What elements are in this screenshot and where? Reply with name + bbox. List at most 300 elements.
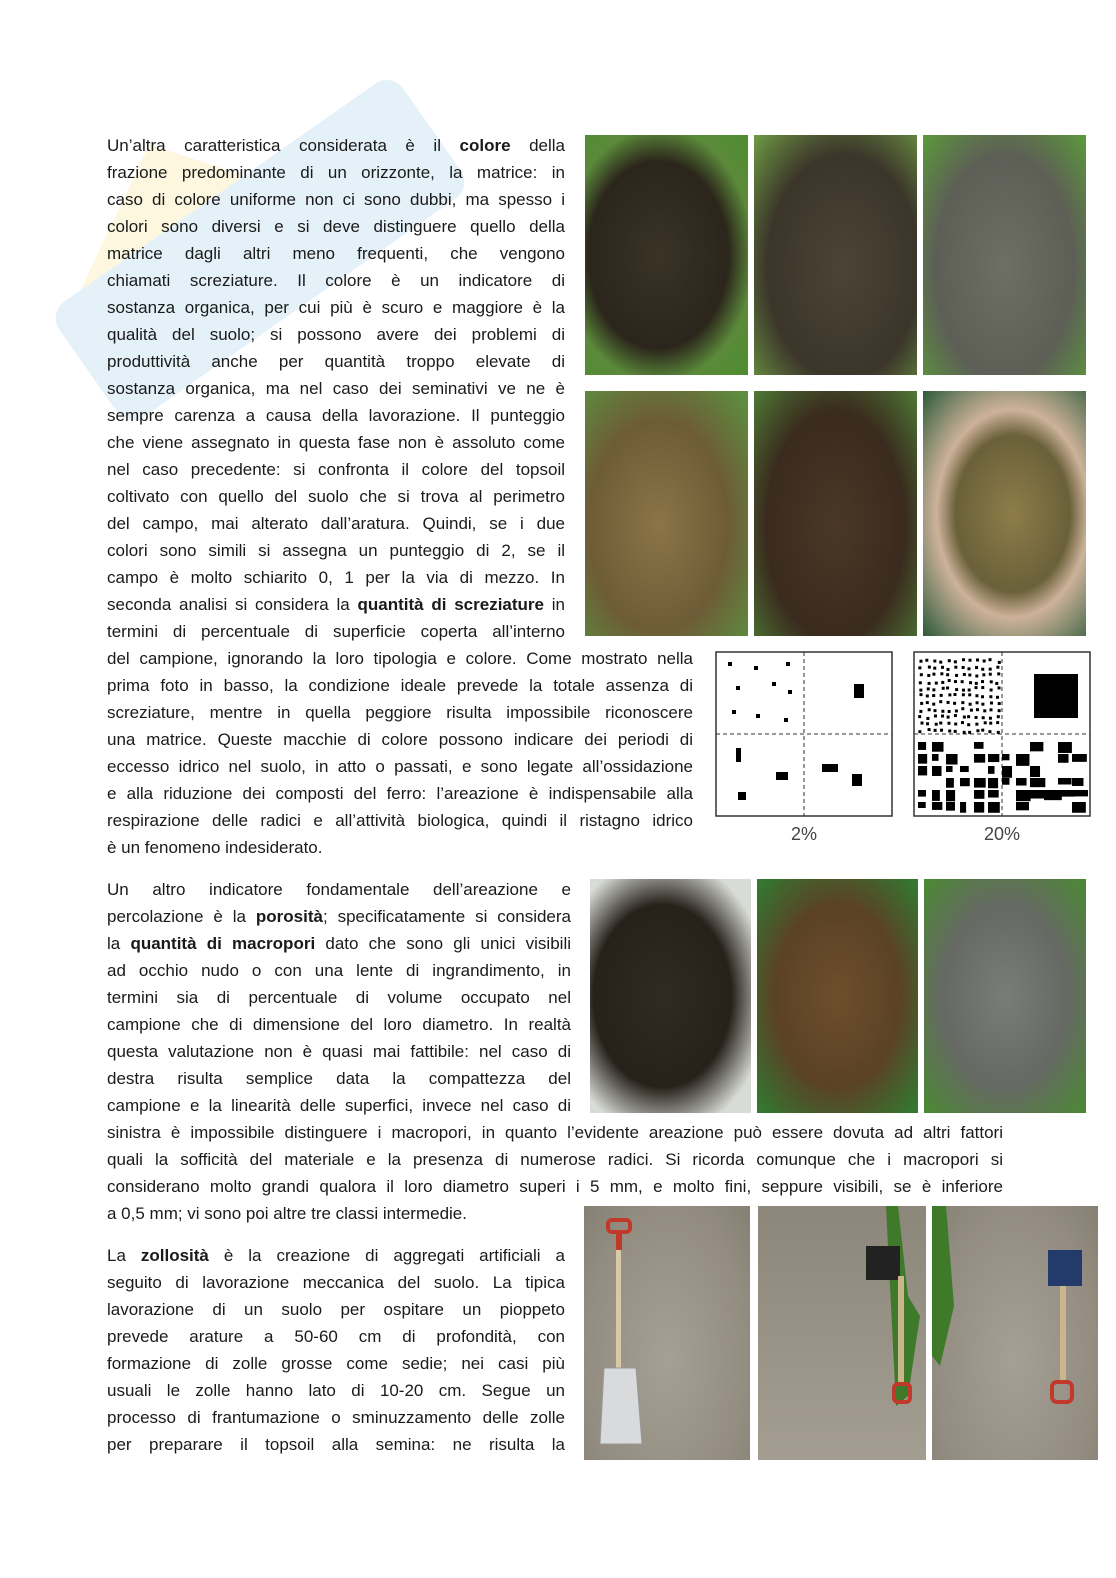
text-run: prevede arature a 50-60 cm di profondità, con: [107, 1327, 565, 1346]
mottle-dot: [982, 716, 985, 719]
text-line: [107, 1092, 571, 1119]
mottle-block: [1030, 778, 1045, 787]
mottle-dot: [981, 686, 984, 689]
mottle-dot: [975, 694, 978, 697]
text-run: della: [510, 136, 565, 155]
soil-photo-grey: [923, 135, 1086, 375]
mottle-block: [932, 742, 944, 752]
text-run: ; specificatamente si considera: [322, 907, 571, 926]
text-run: è un fenomeno indesiderato.: [107, 838, 323, 857]
text-run: processo di frantumazione o sminuzzamento delle zolle: [107, 1408, 565, 1427]
mottle-dot: [984, 721, 987, 724]
mottle-block: [1002, 766, 1012, 778]
text-line: [107, 213, 565, 240]
mottle-dot: [968, 659, 971, 662]
mottle-dot: [953, 702, 956, 705]
text-line: [107, 726, 693, 753]
mottle-dot: [990, 708, 993, 711]
text-run: campione che di dimensione del loro diametro. In realtà: [107, 1015, 571, 1034]
mottle-block: [946, 754, 958, 765]
mottle-dot: [981, 680, 984, 683]
mottle-dot: [926, 722, 929, 725]
mottle-dot: [935, 723, 938, 726]
text-run: per preparare il topsoil alla semina: ne risulta la: [107, 1435, 565, 1454]
text-line: [107, 1065, 571, 1092]
mottle-dot: [947, 722, 950, 725]
mottle-dot: [920, 702, 923, 705]
mottle-dot: [947, 701, 950, 704]
mottle-dot: [982, 673, 985, 676]
mottle-dot: [941, 715, 944, 718]
mottle-block: [1002, 754, 1009, 760]
text-run: usuali le zolle hanno lato di 10-20 cm. Segue un: [107, 1381, 565, 1400]
mottle-dot: [976, 658, 979, 661]
text-run: percolazione è la: [107, 907, 256, 926]
text-run: chiamati screziature. Il colore è un indicatore di: [107, 271, 565, 290]
mottle-block: [932, 790, 940, 801]
text-run: lavorazione di un suolo per ospitare un pioppeto: [107, 1300, 565, 1319]
mottle-dot: [955, 674, 958, 677]
text-line: [107, 957, 571, 984]
text-run: coltivato con quello del suolo che si trova al perimetro: [107, 487, 565, 506]
soil-photo-loose-roots: [590, 879, 751, 1113]
mottle-block: [988, 790, 999, 798]
paragraph-porosita: [107, 876, 571, 1119]
mottle-block: [960, 778, 970, 786]
text-run: destra risulta semplice data la compattezza del: [107, 1069, 571, 1088]
mottle-dot: [927, 674, 930, 677]
mottle-dot: [934, 714, 937, 717]
mottle-block: [1072, 802, 1086, 813]
mottle-dot: [940, 729, 943, 732]
mottle-dot: [942, 687, 945, 690]
text-line: [107, 267, 565, 294]
mottle-dot: [948, 693, 951, 696]
mottle-dot: [919, 689, 922, 692]
mottle-dot: [947, 668, 950, 671]
mottle-dot: [995, 682, 998, 685]
mottle-dot: [933, 709, 936, 712]
soil-photo-mottled-2: [754, 391, 917, 636]
mottle-dot: [919, 710, 922, 713]
text-run: colori sono simili si assegna un punteggio di 2, se il: [107, 541, 565, 560]
bold-term: porosità: [255, 907, 323, 926]
mottle-block: [974, 802, 984, 813]
mottle-dot: [941, 710, 944, 713]
text-line: [107, 834, 693, 861]
text-run: sinistra è impossibile distinguere i macropori, in quanto l’evidente areazione può essere dovuta ad altri fattori: [107, 1123, 1003, 1142]
text-run: matrice dagli altri meno frequenti, che vengono: [107, 244, 565, 263]
mottle-dot: [928, 728, 931, 731]
diagram-2-percent: [716, 652, 892, 844]
mottle-dot: [990, 701, 993, 704]
mottle-dot: [954, 730, 957, 733]
mottle-dot: [928, 708, 931, 711]
text-line: [107, 537, 565, 564]
text-line: [107, 1431, 565, 1458]
mottle-dot: [967, 715, 970, 718]
mottle-dot: [989, 668, 992, 671]
mottle-dot: [963, 716, 966, 719]
mottle-dot: [975, 682, 978, 685]
mottle-dot: [975, 675, 978, 678]
text-line: [107, 1038, 571, 1065]
mottle-dot: [920, 722, 923, 725]
text-run: del campione, ignorando la loro tipologia e colore. Come mostrato nella: [107, 649, 693, 668]
mottle-dot: [919, 693, 922, 696]
text-run: è la creazione di aggregati artificiali a: [208, 1246, 565, 1265]
text-line: [107, 984, 571, 1011]
mottle-block: [974, 742, 984, 749]
mottle-dot: [932, 694, 935, 697]
text-line: [107, 1173, 1003, 1200]
mottle-dot: [947, 716, 950, 719]
bold-term: quantità di macropori: [130, 934, 316, 953]
mottle-dot: [968, 673, 971, 676]
field-photo-fine-tilth: [584, 1206, 750, 1460]
text-run: a 0,5 mm; vi sono poi altre tre classi intermedie.: [107, 1204, 467, 1223]
text-line: [107, 1011, 571, 1038]
mottle-dot: [939, 721, 942, 724]
mottle-block: [1030, 766, 1040, 777]
mottle-block: [988, 754, 999, 762]
text-run: seguito di lavorazione meccanica del suolo. La tipica: [107, 1273, 565, 1292]
mottle-dot: [981, 695, 984, 698]
text-line: [107, 510, 565, 537]
mottle-dot: [970, 709, 973, 712]
mottle-dot: [975, 686, 978, 689]
mottle-dot: [990, 680, 993, 683]
mottle-dot: [998, 709, 1001, 712]
text-run: respirazione delle radici e all’attività biologica, quindi il ristagno idrico: [107, 811, 693, 830]
text-run: Un altro indicatore fondamentale dell’areazione e: [107, 880, 571, 899]
mottle-dot: [961, 721, 964, 724]
mottle-dot: [954, 714, 957, 717]
label-20-percent: 20%: [983, 824, 1021, 844]
mottle-dot: [975, 723, 978, 726]
mottle-dot: [969, 681, 972, 684]
mottle-block: [918, 742, 926, 750]
text-line: [107, 483, 565, 510]
mottle-dot: [968, 731, 971, 734]
mottle-dot: [989, 695, 992, 698]
mottle-dot: [989, 717, 992, 720]
mottle-block: [1016, 790, 1031, 801]
mottle-dot: [998, 702, 1001, 705]
text-run: una matrice. Queste macchie di colore possono indicare dei periodi di: [107, 730, 693, 749]
mottle-dot: [997, 715, 1000, 718]
mottle-dot: [941, 681, 944, 684]
spade-and-plant-icon-2: [932, 1206, 1098, 1460]
mottle-block: [932, 802, 942, 810]
mottle-dot: [955, 688, 958, 691]
text-line: [107, 240, 565, 267]
text-run: formazione di zolle grosse come sedie; nei casi più: [107, 1354, 565, 1373]
text-line: [107, 1377, 565, 1404]
text-run: caso di colore uniforme non ci sono dubbi, ma spesso i: [107, 190, 565, 209]
text-line: [107, 1296, 565, 1323]
mottle-dot: [967, 667, 970, 670]
mottle-dot: [955, 709, 958, 712]
mottle-dot: [968, 688, 971, 691]
mottle-dot: [928, 682, 931, 685]
soil-photo-compact: [924, 879, 1086, 1113]
mottle-block: [974, 778, 986, 788]
mottle-dot: [988, 730, 991, 733]
soil-photo-mottled-1: [585, 391, 748, 636]
mottle-dot: [975, 666, 978, 669]
mottle-block: [1058, 742, 1072, 753]
text-run: eccesso idrico nel suolo, in atto o passati, e sono legate all’ossidazione: [107, 757, 693, 776]
mottle-dot: [954, 723, 957, 726]
mottle-dot: [934, 729, 937, 732]
mottle-dot: [961, 707, 964, 710]
text-line: [107, 1350, 565, 1377]
mottle-block: [974, 790, 984, 799]
mottle-block: [1058, 778, 1072, 784]
mottle-block: [1030, 742, 1043, 751]
mottle-dot: [939, 700, 942, 703]
mottle-dot: [961, 701, 964, 704]
mottle-dot: [976, 701, 979, 704]
text-line: [107, 1404, 565, 1431]
paragraph-colore: [107, 132, 565, 645]
mottle-block: [960, 766, 969, 772]
mottle-dot: [981, 729, 984, 732]
mottle-dot: [981, 703, 984, 706]
soil-photo-crumbly: [757, 879, 918, 1113]
mottle-dot: [926, 717, 929, 720]
mottle-dot: [918, 715, 921, 718]
label-2-percent: 2%: [790, 824, 818, 844]
text-run: produttività anche per quantità troppo elevate di: [107, 352, 565, 371]
mottle-dot: [962, 693, 965, 696]
mottle-dot: [948, 729, 951, 732]
text-line: [107, 876, 571, 903]
field-photo-medium-clods: [758, 1206, 926, 1460]
mottle-block: [1058, 754, 1069, 763]
mottle-dot: [996, 721, 999, 724]
mottle-dot: [963, 731, 966, 734]
mottle-dot: [962, 658, 965, 661]
text-run: la: [107, 934, 131, 953]
mottle-dot: [946, 673, 949, 676]
mottle-dot: [948, 679, 951, 682]
mottle-block: [988, 778, 998, 788]
mottle-dot: [998, 661, 1001, 664]
mottle-dot: [963, 673, 966, 676]
mottle-block: [918, 754, 927, 764]
mottle-block: [1016, 778, 1027, 786]
mottle-dot: [946, 686, 949, 689]
text-run: questa valutazione non è quasi mai fattibile: nel caso di: [107, 1042, 571, 1061]
mottle-dot: [939, 661, 942, 664]
text-run: termini sia di percentuale di volume occupato nel: [107, 988, 571, 1007]
text-line: [107, 1146, 1003, 1173]
mottle-block: [1016, 802, 1029, 810]
text-run: campione e la linearità delle superfici, invece nel caso di: [107, 1096, 571, 1115]
text-line: [107, 807, 693, 834]
mottle-block: [932, 766, 942, 776]
soil-photo-dark-1: [585, 135, 748, 375]
text-run: colori sono diversi e si deve distinguere quello della: [107, 217, 565, 236]
text-run: prima foto in basso, la condizione ideale prevede la totale assenza di: [107, 676, 693, 695]
text-run: ad occhio nudo o con una lente di ingrandimento, in: [107, 961, 571, 980]
text-line: [107, 321, 565, 348]
mottle-dot: [933, 660, 936, 663]
text-run: in: [544, 595, 565, 614]
mottle-block: [946, 766, 953, 772]
text-line: [107, 294, 565, 321]
text-line: [107, 348, 565, 375]
text-line: [107, 456, 565, 483]
mottle-dot: [998, 686, 1001, 689]
mottle-dot: [975, 716, 978, 719]
mottle-block: [1072, 754, 1087, 762]
mottle-dot: [953, 693, 956, 696]
mottle-dot: [935, 682, 938, 685]
text-run: del campo, mai alterato dall’aratura. Quindi, se i due: [107, 514, 565, 533]
bold-term: colore: [459, 136, 511, 155]
mottle-dot: [932, 703, 935, 706]
paragraph-zollosita: [107, 1242, 565, 1458]
text-run: termini di percentuale di superficie coperta all’interno: [107, 622, 565, 641]
text-line: [107, 132, 565, 159]
mottle-block: [1072, 790, 1088, 796]
text-run: sostanza organica, ma nel caso dei seminativi ve ne è: [107, 379, 565, 398]
text-run: frazione predominante di un orizzonte, la matrice: in: [107, 163, 565, 182]
soil-photo-dark-2: [754, 135, 917, 375]
field-photo-coarse-clods: [932, 1206, 1098, 1460]
text-run: Un’altra caratteristica considerata è il: [107, 136, 460, 155]
mottle-dot: [933, 667, 936, 670]
mottle-dot: [990, 688, 993, 691]
mottle-dot: [932, 673, 935, 676]
mottle-dot: [969, 703, 972, 706]
text-run: La: [107, 1246, 141, 1265]
mottle-dot: [989, 673, 992, 676]
text-run: campo è molto schiarito 0, 1 per la via di mezzo. In: [107, 568, 565, 587]
mottle-block: [946, 802, 955, 811]
mottle-dot: [926, 694, 929, 697]
mottle-dot: [981, 668, 984, 671]
text-line: [107, 429, 565, 456]
text-run: sostanza organica, per cui più è scuro e maggiore è la: [107, 298, 565, 317]
text-line: [107, 699, 693, 726]
text-line: [107, 402, 565, 429]
text-line: [107, 1269, 565, 1296]
text-line: [107, 186, 565, 213]
bold-term: quantità di screziature: [357, 595, 544, 614]
text-line: [107, 903, 571, 930]
mottle-dot: [954, 680, 957, 683]
text-line: [107, 780, 693, 807]
mottle-dot: [989, 722, 992, 725]
mottle-block: [988, 766, 995, 774]
text-line: [107, 564, 565, 591]
text-line: [107, 1323, 565, 1350]
diagram-20-percent: [914, 652, 1090, 844]
paragraph-colore-continued: [107, 645, 693, 861]
mottle-dot: [997, 672, 1000, 675]
mottle-dot: [940, 694, 943, 697]
mottle-dot: [919, 681, 922, 684]
mottle-block: [918, 790, 926, 797]
mottle-dot: [932, 688, 935, 691]
text-line: [107, 1242, 565, 1269]
text-line: [107, 618, 565, 645]
mottle-dot: [948, 659, 951, 662]
text-run: e alla riduzione dei composti del ferro: l’areazione è indispensabile alla: [107, 784, 693, 803]
mottle-block: [1002, 778, 1009, 785]
text-line: [107, 375, 565, 402]
spade-and-plant-icon: [758, 1206, 926, 1460]
text-run: nel caso precedente: si confronta il colore del topsoil: [107, 460, 565, 479]
mottle-dot: [976, 729, 979, 732]
text-line: [107, 645, 693, 672]
mottle-dot: [920, 673, 923, 676]
mottle-dot: [962, 689, 965, 692]
mottle-block: [988, 802, 1000, 813]
mottle-dot: [997, 731, 1000, 734]
mottle-dot: [918, 730, 921, 733]
text-run: seconda analisi si considera la: [107, 595, 358, 614]
text-run: quali la sofficità del materiale e la presenza di numerose radici. Si ricorda comunque che i macropori si: [107, 1150, 1003, 1169]
mottle-dot: [967, 723, 970, 726]
bold-term: zollosità: [140, 1246, 209, 1265]
mottle-dot: [954, 666, 957, 669]
mottle-dot: [962, 666, 965, 669]
text-line: [107, 591, 565, 618]
mottle-block: [918, 802, 926, 808]
mottle-dot: [954, 660, 957, 663]
mottle-block: [1030, 790, 1045, 799]
mottle-dot: [927, 687, 930, 690]
mottle-block: [946, 778, 954, 788]
mottle-dot: [976, 708, 979, 711]
text-line: [107, 672, 693, 699]
text-run: che viene assegnato in questa fase non è assoluto come: [107, 433, 565, 452]
mottle-block: [960, 802, 966, 813]
mottle-dot: [989, 658, 992, 661]
mottle-dot: [926, 701, 929, 704]
mottle-block: [932, 754, 939, 761]
mottle-block: [946, 790, 955, 801]
mottle-dot: [983, 709, 986, 712]
text-run: screziature, mentre in quella peggiore risulta impossibile riconoscere: [107, 703, 693, 722]
mottling-percentage-diagram: [714, 650, 1094, 850]
text-run: considerano molto grandi qualora il loro diametro superi i 5 mm, e molto fini, seppure visibili, se è inferiore: [107, 1177, 1003, 1196]
text-run: qualità del suolo; si possono avere dei problemi di: [107, 325, 565, 344]
mottle-dot: [983, 659, 986, 662]
text-line: [107, 1119, 1003, 1146]
soil-photo-mottled-3: [923, 391, 1086, 636]
mottle-block: [1072, 778, 1083, 786]
mottle-dot: [925, 659, 928, 662]
mottle-dot: [919, 660, 922, 663]
mottle-dot: [918, 666, 921, 669]
mottle-block: [918, 766, 927, 775]
spade-icon: [584, 1206, 750, 1460]
text-run: sempre carenza a causa della lavorazione. Il punteggio: [107, 406, 565, 425]
mottle-dot: [961, 680, 964, 683]
mottle-dot: [940, 672, 943, 675]
text-line: [107, 930, 571, 957]
text-line: [107, 753, 693, 780]
mottle-dot: [996, 666, 999, 669]
mottle-dot: [928, 666, 931, 669]
mottle-block: [974, 754, 985, 763]
